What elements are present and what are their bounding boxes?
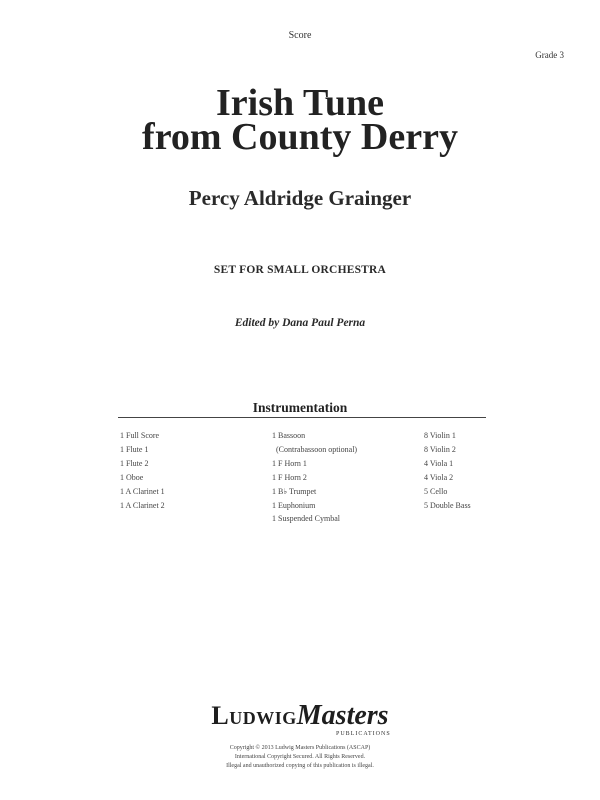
heading-divider xyxy=(118,417,486,418)
instrument-part-note: (Contrabassoon optional) xyxy=(276,444,358,454)
editor-credit: Edited by Dana Paul Perna xyxy=(234,317,366,329)
instrument-part: 8 Violin 1 xyxy=(424,431,456,440)
instrument-part: 1 A Clarinet 2 xyxy=(120,500,165,510)
copyright-notice xyxy=(0,744,600,771)
grade-label: Grade 3 xyxy=(535,50,564,60)
instrument-part: 4 Viola 1 xyxy=(424,458,454,468)
instrument-part: 1 Bassoon xyxy=(272,431,306,440)
copyright-line: International Copyright Secured. All Rights Reserved. xyxy=(234,754,366,760)
instrument-part: 1 Euphonium xyxy=(272,500,316,510)
instrument-part: 8 Violin 2 xyxy=(424,444,456,454)
instrument-part: 1 Suspended Cymbal xyxy=(272,514,340,524)
copyright-line: Copyright © 2013 Ludwig Masters Publications (ASCAP) xyxy=(229,745,371,751)
title-line-1: Irish Tune xyxy=(216,82,384,124)
instrument-part: 4 Viola 2 xyxy=(424,472,454,482)
instrument-column-3 xyxy=(424,429,471,512)
instrument-part: 1 Oboe xyxy=(120,472,144,482)
title-line-2: from County Derry xyxy=(142,116,458,158)
publisher-logo xyxy=(0,700,600,732)
score-label: Score xyxy=(288,30,312,41)
instrumentation-heading: Instrumentation xyxy=(252,400,348,415)
instrument-part: 1 A Clarinet 1 xyxy=(120,486,165,496)
instrument-part: 1 Flute 2 xyxy=(120,458,149,468)
instrument-part: 1 B♭ Trumpet xyxy=(272,486,317,496)
instrument-column-1 xyxy=(120,429,165,512)
instrument-part: 5 Cello xyxy=(424,486,448,496)
composer-name: Percy Aldridge Grainger xyxy=(188,186,412,210)
instrument-part: 1 F Horn 1 xyxy=(272,458,307,468)
instrument-column-2 xyxy=(272,429,357,526)
arrangement-note: SET FOR SMALL ORCHESTRA xyxy=(213,264,387,276)
instrument-part: 5 Double Bass xyxy=(424,500,471,510)
instrument-part: 1 F Horn 2 xyxy=(272,472,307,482)
page-title xyxy=(0,82,600,158)
instrument-part: 1 Flute 1 xyxy=(120,444,149,454)
logo-text-masters: Masters xyxy=(296,700,389,731)
logo-subtitle: PUBLICATIONS xyxy=(336,731,391,737)
copyright-line: Illegal and unauthorized copying of this publication is illegal. xyxy=(226,763,374,769)
instrument-part: 1 Full Score xyxy=(120,431,160,440)
logo-text-ludwig: Ludwig xyxy=(211,701,297,730)
